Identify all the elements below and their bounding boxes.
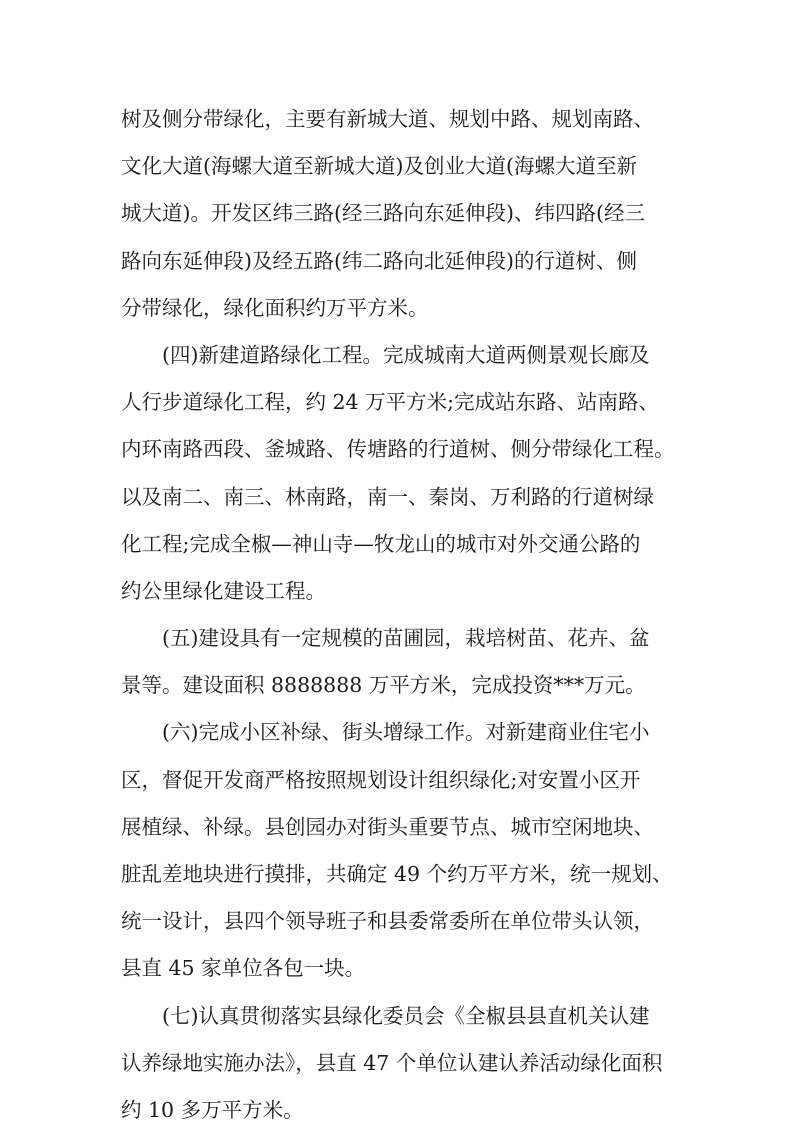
text-line: 以及南二、南三、林南路，南一、秦岗、万利路的行道树绿 xyxy=(121,484,654,509)
text-line: 化工程;完成全椒—神山寺—牧龙山的城市对外交通公路的 xyxy=(121,531,641,556)
paragraph-heading-line: (六)完成小区补绿、街头增绿工作。对新建商业住宅小 xyxy=(162,720,650,745)
paragraph-heading-line: (五)建设具有一定规模的苗圃园，栽培树苗、花卉、盆 xyxy=(162,626,650,651)
text-line: 统一设计，县四个领导班子和县委常委所在单位带头认领， xyxy=(121,909,654,934)
document-body xyxy=(121,96,681,1134)
text-line: 县直 45 家单位各包一块。 xyxy=(121,956,366,981)
text-line: 展植绿、补绿。县创园办对街头重要节点、城市空闲地块、 xyxy=(121,814,654,839)
paragraph-heading-line: (七)认真贯彻落实县绿化委员会《全椒县县直机关认建 xyxy=(162,1003,650,1028)
text-line: 文化大道(海螺大道至新城大道)及创业大道(海螺大道至新 xyxy=(121,154,637,179)
text-line: 城大道)。开发区纬三路(经三路向东延伸段)、纬四路(经三 xyxy=(121,201,645,226)
text-line: 景等。建设面积 8888888 万平方米，完成投资***万元。 xyxy=(121,673,646,698)
text-line: 区，督促开发商严格按照规划设计组织绿化;对安置小区开 xyxy=(121,767,641,792)
text-line: 脏乱差地块进行摸排，共确定 49 个约万平方米，统一规划、 xyxy=(121,862,673,886)
text-line: 树及侧分带绿化，主要有新城大道、规划中路、规划南路、 xyxy=(121,107,654,131)
text-line: 分带绿化，绿化面积约万平方米。 xyxy=(121,295,429,320)
text-line: 人行步道绿化工程，约 24 万平方米;完成站东路、站南路、 xyxy=(121,390,660,415)
text-line: 约 10 多万平方米。 xyxy=(121,1097,304,1122)
text-line: 内环南路西段、釜城路、传塘路的行道树、侧分带绿化工程。 xyxy=(121,437,675,462)
paragraph-heading-line: (四)新建道路绿化工程。完成城南大道两侧景观长廊及 xyxy=(162,342,650,367)
text-line: 约公里绿化建设工程。 xyxy=(121,578,326,603)
text-line: 认养绿地实施办法》，县直 47 个单位认建认养活动绿化面积 xyxy=(121,1050,663,1075)
text-line: 路向东延伸段)及经五路(纬二路向北延伸段)的行道树、侧 xyxy=(121,248,637,273)
